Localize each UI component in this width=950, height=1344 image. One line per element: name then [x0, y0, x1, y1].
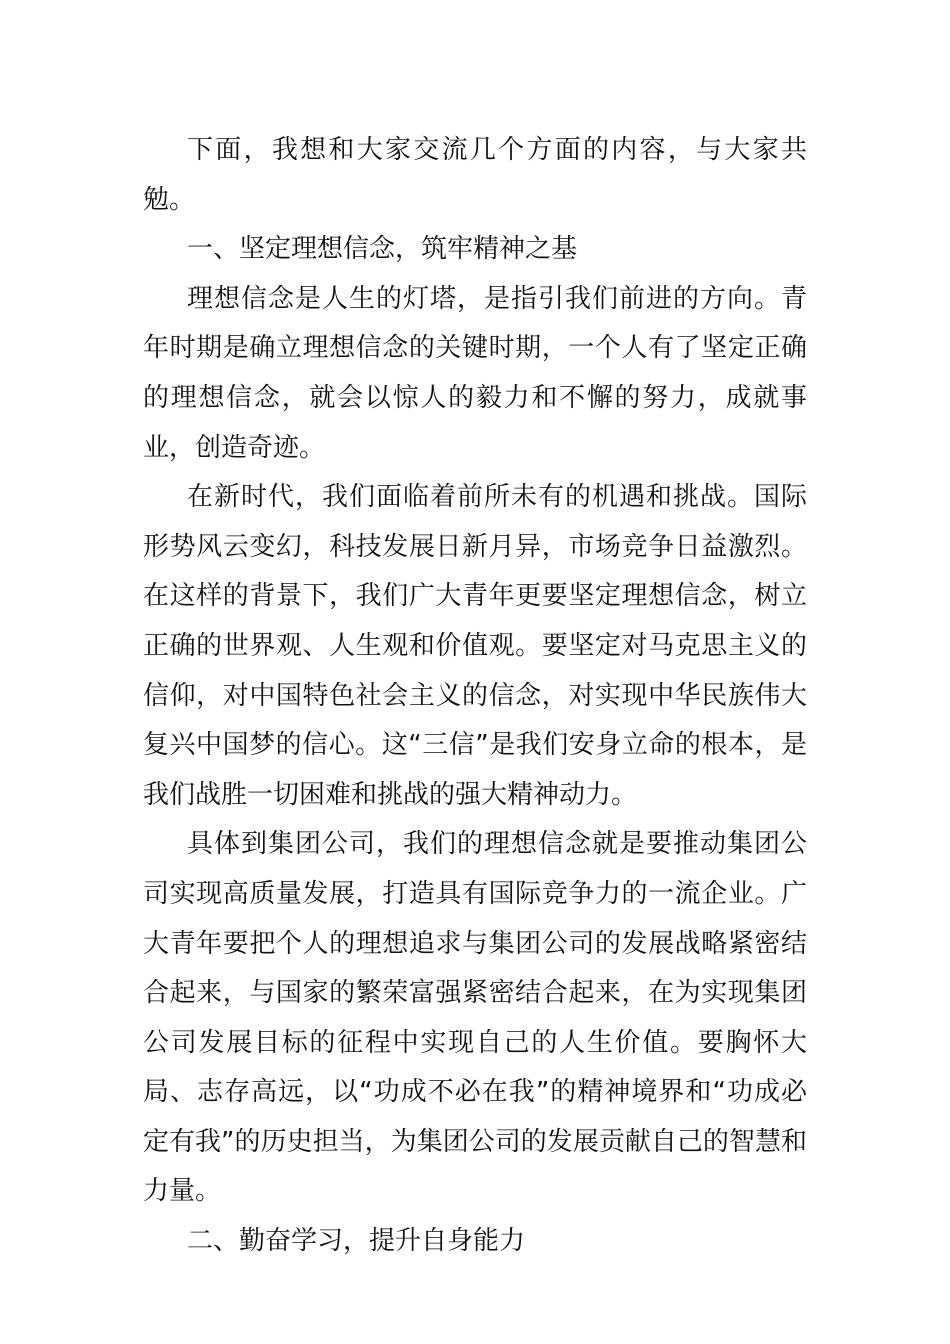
section-heading-1: 一、坚定理想信念，筑牢精神之基	[187, 234, 578, 265]
paragraph-ideals: 理想信念是人生的灯塔，是指引我们前进的方向。青年时期是确立理想信念的关键时期，一个人有了坚定正确的理想信念，就会以惊人的毅力和不懈的努力，成就事业，创造奇迹。	[143, 283, 807, 463]
document-body	[143, 126, 807, 1267]
paragraph-intro: 下面，我想和大家交流几个方面的内容，与大家共勉。	[143, 135, 807, 215]
paragraph-group-company: 具体到集团公司，我们的理想信念就是要推动集团公司实现高质量发展，打造具有国际竞争力的一流企业。广大青年要把个人的理想追求与集团公司的发展战略紧密结合起来，与国家的繁荣富强紧密结合起来，在为实现集团公司发展目标的征程中实现自己的人生价值。要胸怀大局、志存高远，以“功成不必在我”的精神境界和“功成必定有我”的历史担当，为集团公司的发展贡献自己的智慧和力量。	[143, 829, 807, 1207]
section-heading-2: 二、勤奋学习，提升自身能力	[187, 1226, 526, 1257]
paragraph-new-era: 在新时代，我们面临着前所未有的机遇和挑战。国际形势风云变幻，科技发展日新月异，市场竞争日益激烈。在这样的背景下，我们广大青年更要坚定理想信念，树立正确的世界观、人生观和价值观。要坚定对马克思主义的信仰，对中国特色社会主义的信念，对实现中华民族伟大复兴中国梦的信心。这“三信”是我们安身立命的根本，是我们战胜一切困难和挑战的强大精神动力。	[143, 482, 807, 810]
